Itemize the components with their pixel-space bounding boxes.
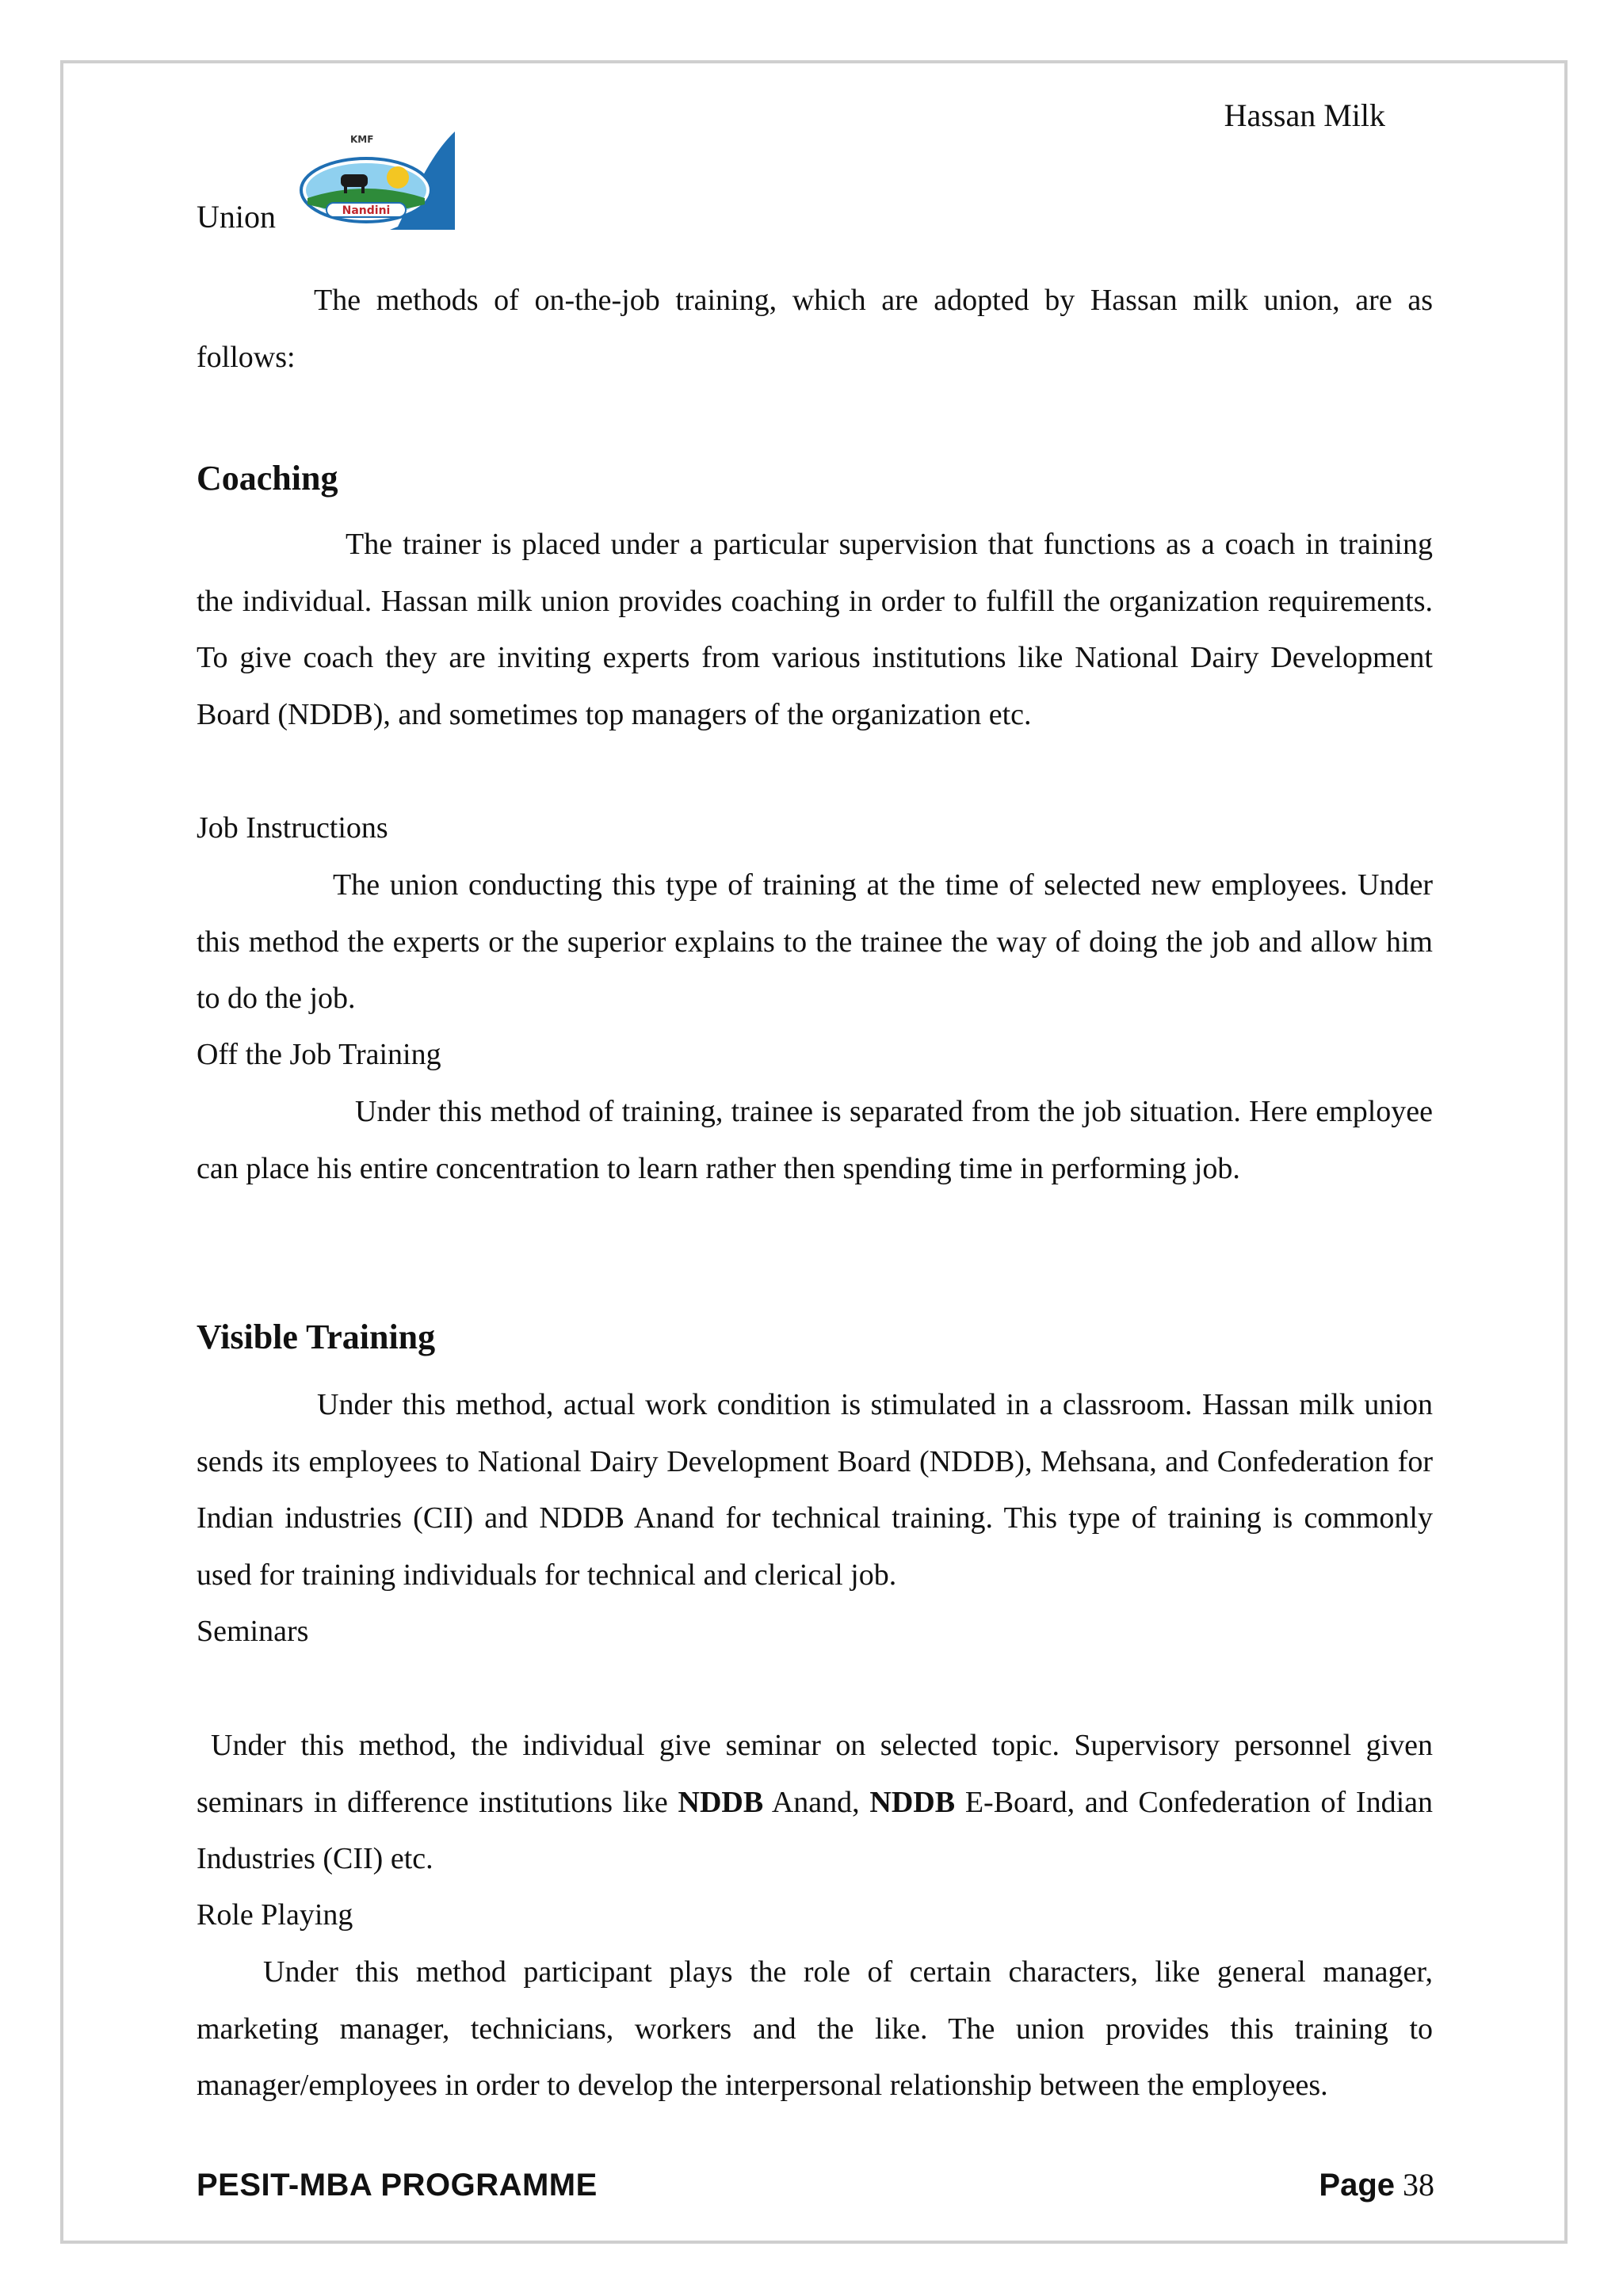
- coaching-heading: Coaching: [197, 459, 338, 498]
- job-instructions-label: Job Instructions: [197, 811, 388, 845]
- header-title: Hassan Milk: [1224, 97, 1385, 133]
- role-playing-paragraph: Under this method participant plays the role of certain characters, like general manager, marketing manager, technicians, workers and the like. The union provides this training to manager/employees in order to develop the interpersonal relationship between the employees.: [197, 1955, 1433, 2102]
- page-number: 38: [1403, 2167, 1434, 2203]
- visible-training-heading: Visible Training: [197, 1318, 436, 1356]
- off-job-paragraph: Under this method of training, trainee is separated from the job situation. Here employee can place his entire concentration to learn rather then spending time in performing job.: [197, 1095, 1433, 1185]
- visible-training-paragraph: Under this method, actual work condition is stimulated in a classroom. Hassan milk union sends its employees to National Dairy Development Board (NDDB), Mehsana, and Confederation for Indian industries (CII) and NDDB Anand for technical training. This type of training is commonly used for training individuals for technical and clerical job.: [197, 1388, 1433, 1592]
- header-title-continued: Union: [197, 199, 276, 235]
- off-job-label: Off the Job Training: [197, 1038, 441, 1071]
- seminars-label: Seminars: [197, 1615, 309, 1648]
- coaching-paragraph: The trainer is placed under a particular supervision that functions as a coach in training the individual. Hassan milk union provides coaching in order to fulfill the organization requirements. To give coach they are inviting experts from various institutions like National Dairy Development Board (NDDB), and sometimes top managers of the organization etc.: [197, 528, 1433, 731]
- job-instructions-paragraph: The union conducting this type of training at the time of selected new employees. Under this method the experts or the superior explains to the trainee the way of doing the job and allow him to do the job.: [197, 868, 1433, 1015]
- nandini-logo: [295, 132, 455, 230]
- logo-brand-text: Nandini: [342, 204, 391, 217]
- footer-program: PESIT-MBA PROGRAMME: [197, 2168, 598, 2203]
- logo-top-text: KMF: [350, 134, 374, 145]
- intro-paragraph: The methods of on-the-job training, which are adopted by Hassan milk union, are as follows:: [197, 284, 1433, 374]
- footer-page: Page 38: [1319, 2167, 1434, 2203]
- role-playing-label: Role Playing: [197, 1898, 353, 1932]
- seminars-paragraph: Under this method, the individual give seminar on selected topic. Supervisory personnel given seminars in difference institutions like NDDB Anand, NDDB E-Board, and Confederation of Indian Industries (CII) etc.: [197, 1729, 1433, 1875]
